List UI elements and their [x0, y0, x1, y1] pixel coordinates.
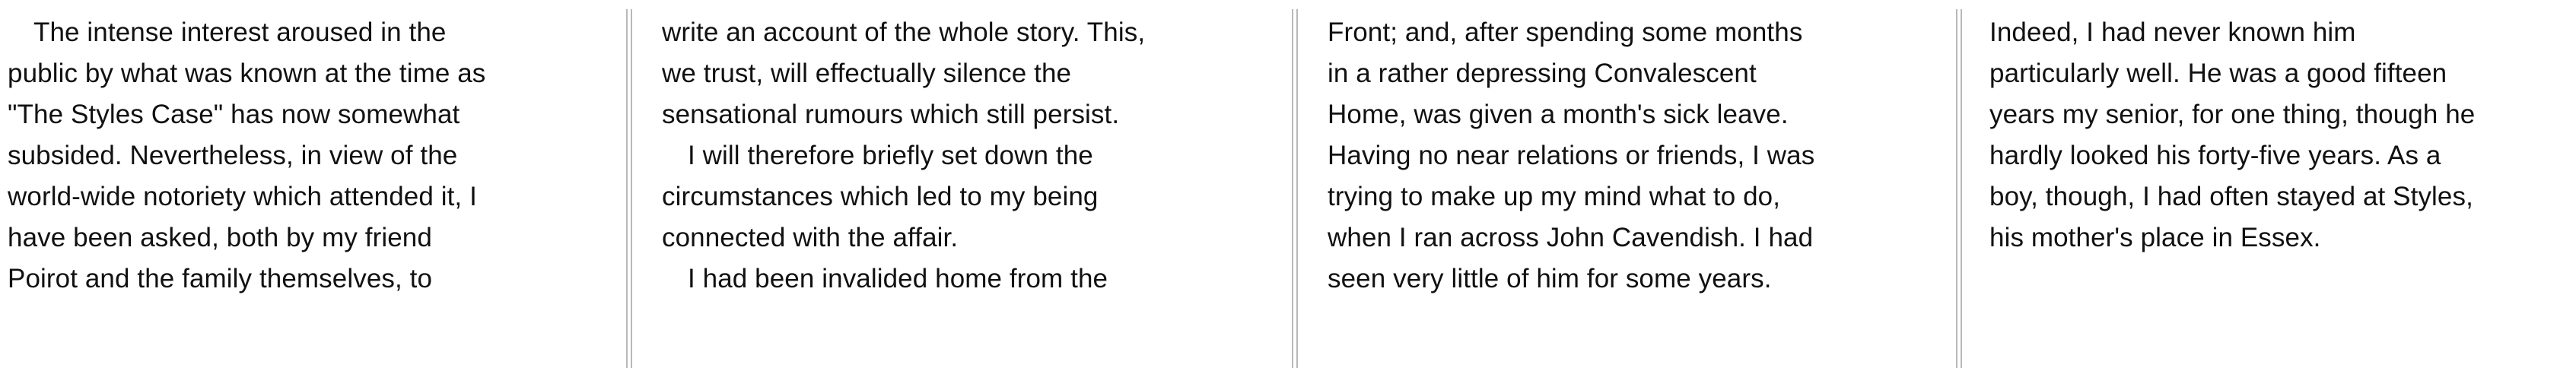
text-line: Indeed, I had never known him: [1989, 17, 2356, 47]
text-line: write an account of the whole story. This,: [662, 17, 1146, 47]
text-line: The intense interest aroused in the: [33, 17, 447, 47]
text-line: Having no near relations or friends, I was: [1328, 141, 1815, 170]
text-line: Front; and, after spending some months: [1328, 17, 1803, 47]
text-line: world-wide notoriety which attended it, I: [8, 182, 477, 211]
text-line: when I ran across John Cavendish. I had: [1328, 223, 1814, 252]
text-line: we trust, will effectually silence the: [662, 59, 1072, 88]
text-line: his mother's place in Essex.: [1989, 223, 2321, 252]
text-line: hardly looked his forty-five years. As a: [1989, 141, 2441, 170]
text-line: Poirot and the family themselves, to: [8, 264, 433, 293]
text-line: Home, was given a month's sick leave.: [1328, 100, 1789, 129]
text-line: sensational rumours which still persist.: [662, 100, 1120, 129]
text-line: in a rather depressing Convalescent: [1328, 59, 1757, 88]
text-line: particularly well. He was a good fifteen: [1989, 59, 2447, 88]
text-column-3: [1328, 0, 1959, 368]
text-line: I will therefore briefly set down the: [688, 141, 1093, 170]
text-line: "The Styles Case" has now somewhat: [8, 100, 460, 129]
column-divider: [1292, 9, 1298, 368]
text-line: boy, though, I had often stayed at Styles,: [1989, 182, 2473, 211]
text-line: subsided. Nevertheless, in view of the: [8, 141, 458, 170]
text-line: circumstances which led to my being: [662, 182, 1099, 211]
text-line: have been asked, both by my friend: [8, 223, 432, 252]
column-divider: [626, 9, 632, 368]
text-line: years my senior, for one thing, though he: [1989, 100, 2476, 129]
column-divider: [1956, 9, 1962, 368]
text-line: trying to make up my mind what to do,: [1328, 182, 1781, 211]
text-line: seen very little of him for some years.: [1328, 264, 1772, 293]
text-column-1: [8, 0, 624, 368]
text-line: public by what was known at the time as: [8, 59, 486, 88]
text-line: I had been invalided home from the: [688, 264, 1108, 293]
text-line: connected with the affair.: [662, 223, 959, 252]
text-column-2: [662, 0, 1293, 368]
text-column-4: [1989, 0, 2576, 368]
